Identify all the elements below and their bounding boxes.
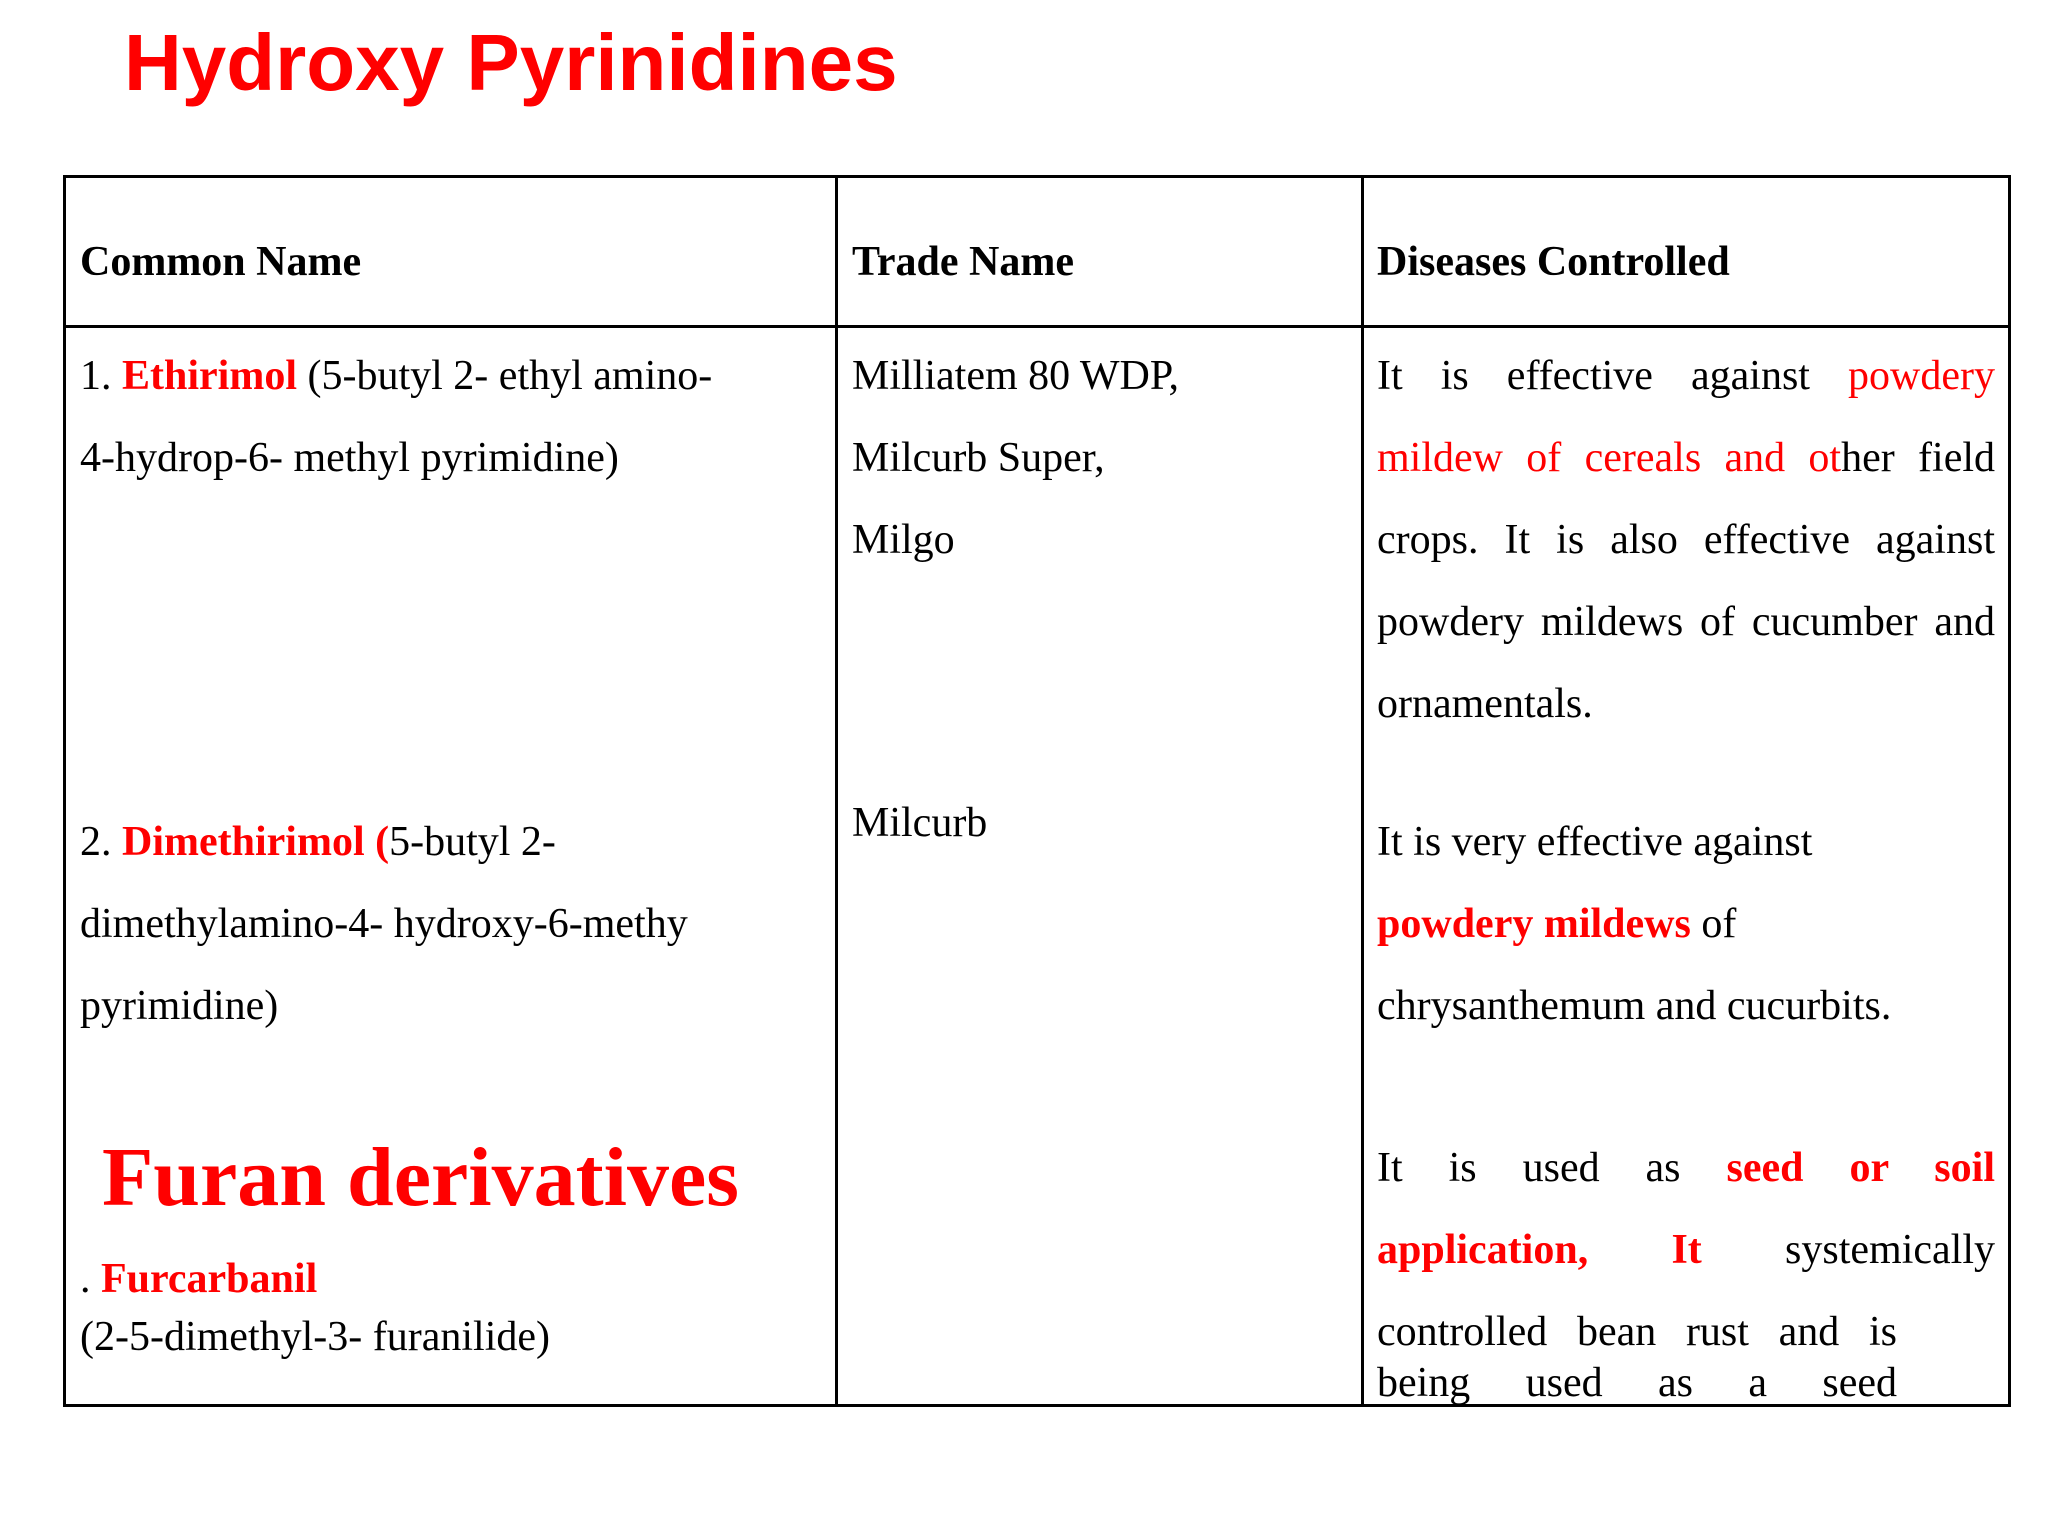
common-name-cell-ethirimol <box>80 335 820 499</box>
chemical-name-furcarbanil: (2-5-dimethyl-3- furanilide) <box>80 1314 550 1360</box>
column-divider <box>1361 175 1364 1407</box>
furcarbanil-disease-line: being used as a seed <box>1377 1360 1897 1404</box>
trade-name: Milgo <box>852 517 955 563</box>
disease-text: It is very effective against <box>1377 819 1813 865</box>
trade-name: Milcurb Super, <box>852 435 1105 481</box>
furcarbanil-disease-line <box>1377 1141 1995 1195</box>
section-heading-furan-derivatives: Furan derivatives <box>102 1131 739 1224</box>
disease-line <box>1377 883 1995 965</box>
furcarbanil-disease-line: controlled bean rust and is <box>1377 1309 1897 1355</box>
header-diseases-controlled: Diseases Controlled <box>1377 239 1730 285</box>
chemical-name-part: pyrimidine) <box>80 983 279 1029</box>
row-number: 1. <box>80 353 112 399</box>
slide-title: Hydroxy Pyrinidines <box>124 18 898 107</box>
disease-text: chrysanthemum and cucurbits. <box>1377 983 1892 1029</box>
disease-description <box>1377 335 1995 745</box>
disease-highlight: powdery mildew of cereals and ot <box>1377 353 1995 481</box>
column-divider <box>835 175 838 1407</box>
disease-highlight: It <box>1671 1227 1702 1273</box>
ethirimol-line-1 <box>80 335 820 417</box>
disease-highlight: powdery mildews <box>1377 901 1691 947</box>
disease-text: systemically <box>1785 1227 1995 1273</box>
diseases-cell-dimethirimol <box>1377 801 1995 1047</box>
fungicide-name-ethirimol: Ethirimol <box>122 353 297 399</box>
open-paren: ( <box>375 819 390 865</box>
disease-highlight: application, <box>1377 1227 1589 1273</box>
chemical-name-part: 4-hydrop-6- methyl pyrimidine) <box>80 435 619 481</box>
row-number: 2. <box>80 819 112 865</box>
header-divider <box>63 325 2011 328</box>
trade-name: Milcurb <box>852 800 988 846</box>
dimethirimol-line-1 <box>80 801 820 883</box>
chemical-name-part: (5-butyl 2- ethyl amino- <box>307 353 713 399</box>
chemical-name-part: 5-butyl 2- <box>389 819 556 865</box>
disease-highlight: seed or soil <box>1726 1145 1995 1191</box>
common-name-cell-dimethirimol <box>80 801 820 1047</box>
disease-text: of <box>1701 901 1737 947</box>
furcarbanil-disease-line <box>1377 1223 1995 1277</box>
fungicide-name-dimethirimol: Dimethirimol <box>122 819 365 865</box>
chemical-name-part: dimethylamino-4- hydroxy-6-methy <box>80 901 688 947</box>
header-trade-name: Trade Name <box>852 239 1074 285</box>
disease-text: It is used as <box>1377 1145 1681 1191</box>
bullet-prefix: . <box>80 1256 91 1302</box>
disease-text: It is effective against <box>1377 353 1810 399</box>
disease-text: her field crops. It is also effective against powdery mildews of cucumber and ornamentals. <box>1377 435 1995 727</box>
header-common-name: Common Name <box>80 239 362 285</box>
trade-name: Milliatem 80 WDP, <box>852 353 1180 399</box>
diseases-cell-ethirimol <box>1377 335 1995 745</box>
common-name-furcarbanil <box>80 1252 317 1306</box>
trade-name-cell-dimethirimol <box>852 782 1342 864</box>
fungicide-name-furcarbanil: Furcarbanil <box>101 1256 318 1302</box>
trade-name-cell-ethirimol <box>852 335 1342 581</box>
